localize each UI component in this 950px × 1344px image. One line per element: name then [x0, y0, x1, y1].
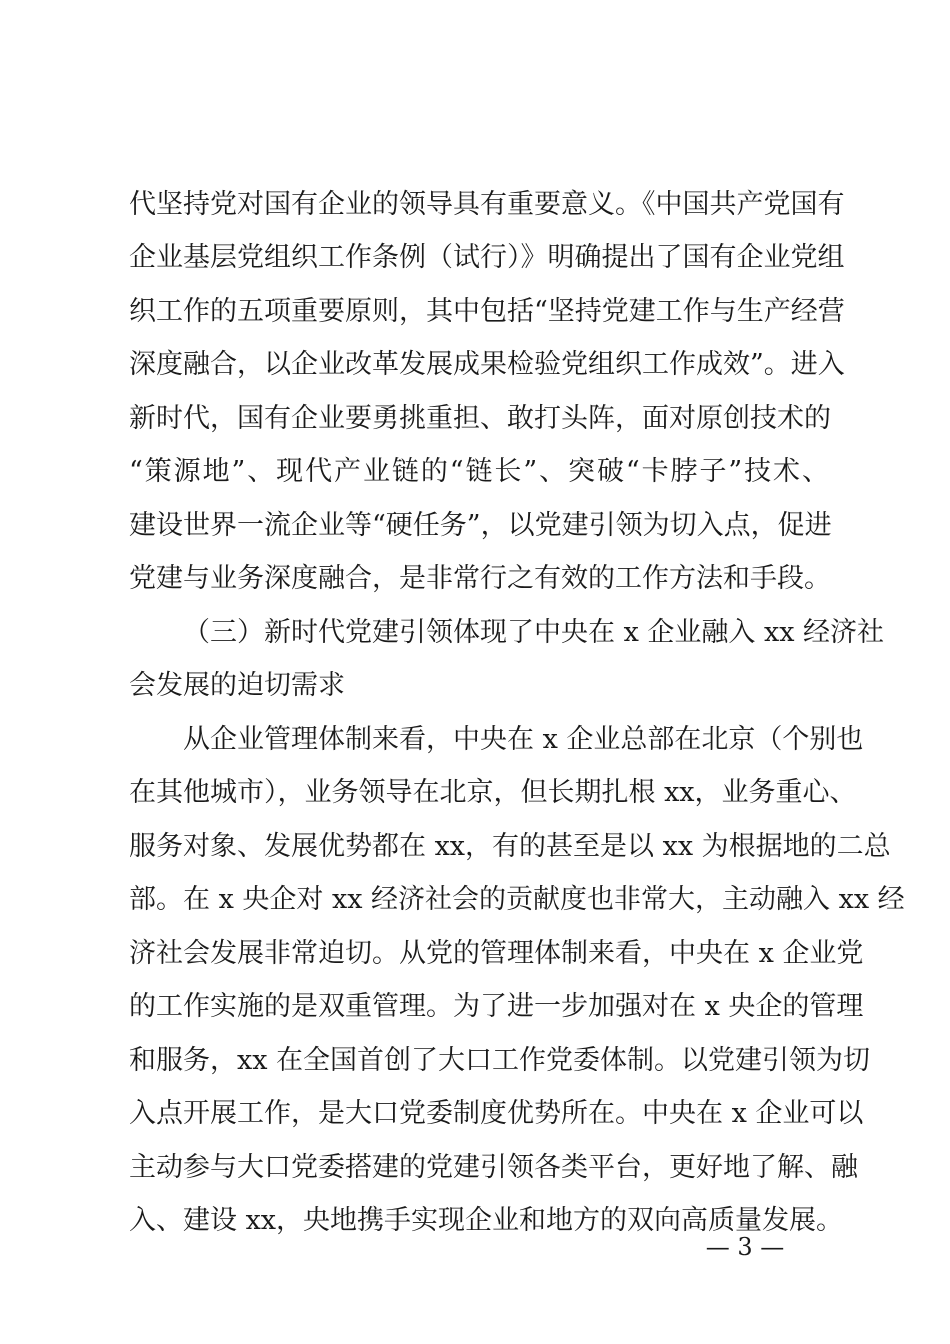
- text-line: 入点开展工作，是大口党委制度优势所在。中央在 x 企业可以: [129, 1098, 864, 1129]
- text-line: 入、建设 xx，央地携手实现企业和地方的双向高质量发展。: [129, 1205, 844, 1236]
- text-line: “策源地”、现代产业链的“链长”、突破“卡脖子”技术、: [129, 456, 829, 487]
- heading-line: 会发展的迫切需求: [129, 670, 345, 701]
- text-line: 和服务，xx 在全国首创了大口工作党委体制。以党建引领为切: [129, 1045, 871, 1076]
- text-line: 从企业管理体制来看，中央在 x 企业总部在北京（个别也: [183, 724, 864, 755]
- text-line: 企业基层党组织工作条例（试行）》明确提出了国有企业党组: [129, 242, 845, 273]
- text-line: 深度融合，以企业改革发展成果检验党组织工作成效”。进入: [129, 349, 845, 380]
- heading-line: （三）新时代党建引领体现了中央在 x 企业融入 xx 经济社: [183, 617, 885, 648]
- page-number: — 3 —: [705, 1233, 785, 1261]
- text-line: 织工作的五项重要原则，其中包括“坚持党建工作与生产经营: [129, 296, 845, 327]
- text-line: 服务对象、发展优势都在 xx，有的甚至是以 xx 为根据地的二总: [129, 831, 891, 862]
- text-line: 新时代，国有企业要勇挑重担、敢打头阵，面对原创技术的: [129, 403, 831, 434]
- text-line: 在其他城市），业务领导在北京，但长期扎根 xx，业务重心、: [129, 777, 857, 808]
- text-line: 代坚持党对国有企业的领导具有重要意义。《中国共产党国有: [129, 189, 845, 220]
- text-line: 部。在 x 央企对 xx 经济社会的贡献度也非常大，主动融入 xx 经: [129, 884, 905, 915]
- text-line: 济社会发展非常迫切。从党的管理体制来看，中央在 x 企业党: [129, 938, 864, 969]
- text-line: 党建与业务深度融合，是非常行之有效的工作方法和手段。: [129, 563, 831, 594]
- text-line: 建设世界一流企业等“硬任务”，以党建引领为切入点，促进: [129, 510, 832, 541]
- text-line: 主动参与大口党委搭建的党建引领各类平台，更好地了解、融: [129, 1152, 858, 1183]
- text-line: 的工作实施的是双重管理。为了进一步加强对在 x 央企的管理: [129, 991, 864, 1022]
